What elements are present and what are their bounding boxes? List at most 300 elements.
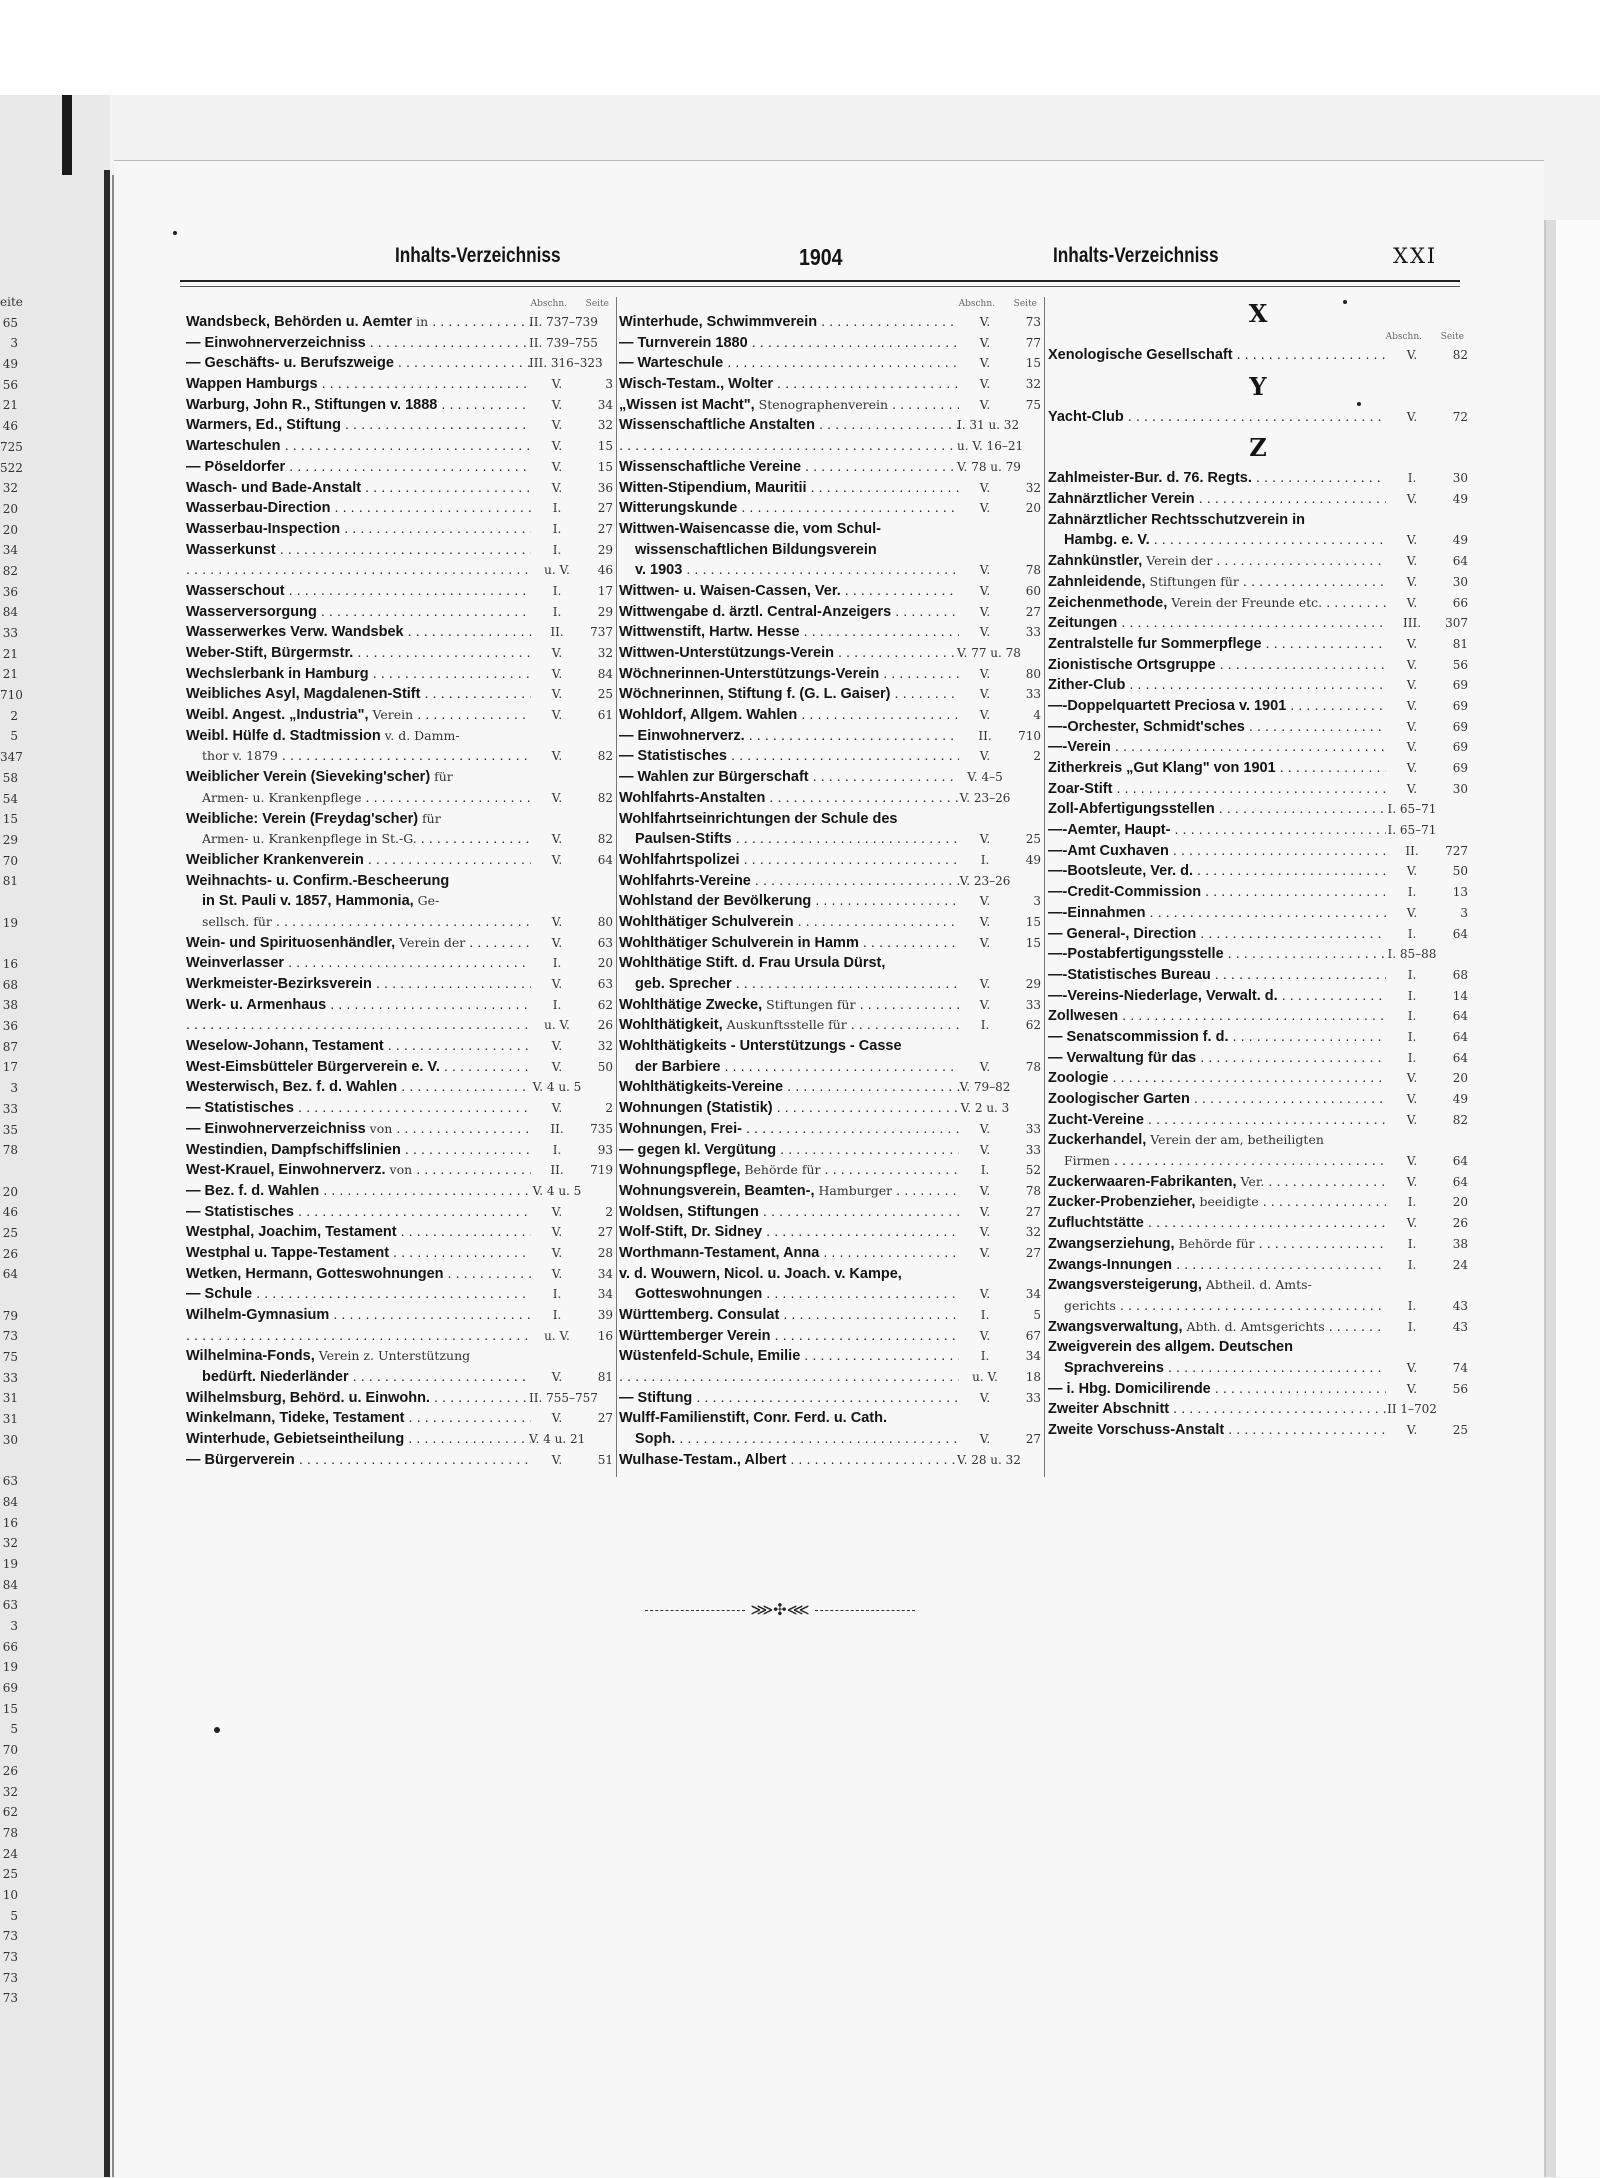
index-entry [186,353,613,374]
entry-title [619,871,959,892]
entry-abschnitt: V. [979,315,991,329]
entry-seite: 34 [597,1266,613,1281]
entry-seite: 43 [1452,1319,1468,1334]
entry-abschnitt: V. [551,666,563,681]
entry-name: — Schule [186,1286,253,1303]
entry-title [619,684,959,705]
entry-title [619,498,959,519]
entry-note: Stiftungen für [1145,573,1239,589]
entry-seite: 5 [1033,1308,1041,1322]
index-entry [619,1140,1041,1161]
entry-name: Wohnungen (Statistik) [619,1100,773,1117]
index-entry [186,1140,613,1161]
entry-seite: 27 [1025,604,1041,619]
index-entry [619,995,1041,1016]
entry-title [1048,820,1386,841]
entry-note: in [412,314,429,329]
index-entry [186,1015,613,1036]
entry-abschnitt: II. [550,625,564,640]
entry-title [1048,1337,1386,1358]
entry-seite: 52 [1025,1163,1041,1178]
entry-abschnitt: I. [1407,926,1417,941]
entry-abschnitt: V. [979,894,991,909]
entry-name: Zufluchtstätte [1048,1215,1144,1232]
entry-title [619,788,959,809]
entry-name: —-Aemter, Haupt- [1048,822,1171,839]
entry-name: Paulsen-Stifts [635,831,732,848]
entry-abschnitt: V. [551,832,563,847]
entry-title [619,1264,959,1285]
entry-name: Soph. [635,1431,676,1448]
entry-title [186,1160,531,1181]
index-entry [1048,510,1468,531]
entry-title [186,974,531,995]
entry-title [1048,468,1386,489]
index-entry [1048,820,1468,841]
index-entry [1048,1192,1468,1213]
index-entry [1048,1151,1468,1172]
index-entry [619,353,1041,374]
index-entry [1048,1420,1468,1441]
entry-title [1048,1275,1386,1296]
previous-page-number: 84 [2,1494,18,1509]
index-entry [619,1160,1041,1181]
entry-abschnitt: I. [1407,1236,1417,1251]
entry-seite: 60 [1025,583,1041,598]
previous-page-number: 69 [2,1681,18,1696]
entry-title [1048,613,1386,634]
entry-name: Westphal u. Tappe-Testament [186,1244,390,1261]
entry-seite: 64 [1452,1009,1468,1024]
column-divider [1044,297,1045,1477]
entry-name: Zentralstelle fur Sommerpflege [1048,635,1262,652]
entry-seite: 69 [1452,740,1468,755]
entry-name: Zahnleidende, [1048,573,1146,590]
entry-seite: 33 [1025,1121,1041,1136]
entry-title [186,933,531,954]
entry-title [186,1015,531,1036]
entry-title [619,1077,959,1098]
index-entry [186,705,613,726]
index-entry [1048,1068,1468,1089]
entry-name: Wissenschaftliche Anstalten [619,417,815,434]
entry-name: Winkelmann, Tideke, Testament [186,1410,405,1427]
index-entry [619,1367,1041,1388]
entry-abschnitt: V. [551,935,563,950]
entry-title [186,436,531,457]
entry-seite: 49 [1452,1092,1468,1106]
entry-seite: 73 [1025,315,1041,329]
entry-seite: 78 [1025,1059,1041,1074]
entry-note: Abth. d. Amtsgerichts [1182,1318,1325,1334]
entry-title [186,995,531,1016]
entry-title [619,622,959,643]
previous-page-number: 62 [2,1805,18,1820]
entry-seite: 82 [597,790,613,805]
entry-name: Zucker-Probenzieher, [1048,1194,1196,1211]
index-entry [1048,944,1468,965]
entry-seite: 20 [1452,1071,1468,1086]
previous-page-number [0,1285,18,1306]
previous-page-number: 87 [2,1039,18,1054]
previous-page-number: 19 [2,1556,18,1571]
previous-page-number: 73 [2,1929,18,1944]
index-entry [1048,1172,1468,1193]
index-entry [1048,1089,1468,1110]
entry-seite: 82 [597,749,613,764]
previous-page-number: 15 [2,1701,18,1716]
entry-seite: 50 [597,1059,613,1074]
entry-seite: 32 [597,418,613,433]
entry-title [186,1243,531,1264]
entry-abschnitt: V. [551,790,563,805]
entry-seite: 17 [597,583,613,598]
entry-seite: 20 [1452,1195,1468,1210]
entry-seite: 72 [1452,409,1468,424]
entry-abschnitt: I. [552,604,562,619]
entry-title [186,374,531,395]
entry-name: Zahnärztlicher Rechtsschutzverein in [1048,511,1306,528]
ornament-glyph: ⋙✣⋘ [750,1600,810,1619]
entry-title [186,560,531,581]
entry-title [1048,737,1386,758]
index-entry [619,829,1041,850]
entry-seite: 80 [1025,666,1041,681]
index-entry [619,333,1041,354]
end-ornament [630,1600,930,1620]
entry-seite: 64 [1452,1174,1468,1189]
entry-name: Zweiter Abschnitt [1048,1401,1170,1418]
entry-abschnitt: V. 78 u. 79 [957,459,1021,474]
previous-page-number: eite [0,295,23,309]
previous-page-number: 3 [10,1619,18,1633]
entry-abschnitt: V. [1406,698,1418,713]
index-entry [619,1388,1041,1409]
index-entry [619,684,1041,705]
entry-title [619,1181,959,1202]
section-letter: Y [1249,371,1267,401]
entry-title [635,829,959,850]
entry-name: wissenschaftlichen Bildungsverein [635,541,877,558]
index-entry [1048,1048,1468,1069]
entry-title [1048,1192,1386,1213]
column-header-seite: Seite [585,299,609,309]
entry-note: Behörde für [740,1162,821,1178]
index-entry [619,1264,1041,1285]
index-entry [1048,1234,1468,1255]
index-entry [619,1408,1041,1429]
previous-page-number: 78 [2,1143,18,1158]
entry-name: Wöchnerinnen, Stiftung f. (G. L. Gaiser) [619,686,891,703]
entry-seite: 80 [597,914,613,929]
entry-title [1048,345,1386,366]
entry-title [619,1243,959,1264]
entry-name: — Stiftung [619,1389,693,1406]
entry-name: Wein- und Spirituosenhändler, [186,934,396,951]
previous-page-number: 2 [10,708,18,723]
index-entry [1048,407,1468,428]
index-entry [1048,1110,1468,1131]
previous-page-number [0,892,18,913]
entry-name: Yacht-Club [1048,408,1124,425]
index-entry [1048,737,1468,758]
previous-page-number: 26 [2,1763,18,1778]
entry-abschnitt: I. 31 u. 32 [957,418,1020,433]
entry-note: Verein [368,707,414,723]
entry-name: Zoar-Stift [1048,780,1113,797]
entry-abschnitt: V. [1406,678,1418,693]
entry-title [619,643,959,664]
entry-abschnitt: V. [1406,719,1418,734]
index-entry [186,995,613,1016]
index-entry [1048,799,1468,820]
entry-name: Wohlthätige Zwecke, [619,996,763,1013]
entry-title [186,333,531,354]
previous-page-number: 75 [2,1350,18,1365]
previous-page-number: 38 [2,998,18,1013]
index-entry [1048,841,1468,862]
entry-title [1048,696,1386,717]
entry-seite: 29 [597,542,613,557]
previous-page-number: 19 [2,915,18,930]
entry-abschnitt: II. [978,728,992,743]
index-entry [186,664,613,685]
entry-abschnitt: V. [1406,1360,1418,1375]
entry-title [1048,1172,1386,1193]
entry-abschnitt: V. [979,1225,991,1240]
entry-name: — gegen kl. Vergütung [619,1141,777,1158]
previous-page-number: 56 [2,377,18,392]
entry-seite: 74 [1452,1360,1468,1375]
entry-seite: 28 [597,1245,613,1260]
entry-abschnitt: V. [551,1245,563,1260]
page-header [395,244,1445,274]
entry-seite: 30 [1452,574,1468,589]
entry-abschnitt: I. [980,1308,990,1322]
entry-abschnitt: V. [979,604,991,619]
entry-title [1048,1420,1386,1441]
entry-title [186,1222,531,1243]
entry-seite: 26 [597,1018,613,1033]
previous-page-number [0,1451,18,1472]
entry-abschnitt: u. V. 16–21 [957,439,1024,454]
previous-page-number: 32 [2,1536,18,1551]
entry-title [635,1429,959,1450]
entry-seite: 84 [597,666,613,681]
entry-abschnitt: V. [979,914,991,929]
entry-abschnitt: V. [979,377,991,392]
entry-title [186,395,531,416]
previous-page-number: 84 [2,1577,18,1592]
entry-abschnitt: V. [551,977,563,991]
entry-name: Wasserbau-Inspection [186,520,341,537]
index-entry [186,726,613,747]
entry-title [202,829,531,850]
entry-seite: 27 [597,1225,613,1240]
entry-note: Verein der am, betheiligten [1146,1132,1324,1148]
entry-note: Verein z. Unterstützung [314,1348,471,1364]
previous-page-number: 73 [2,1950,18,1964]
entry-title [186,1450,531,1471]
entry-seite: 62 [597,997,613,1012]
entry-abschnitt: V. [551,397,563,412]
index-entry [186,478,613,499]
entry-abschnitt: V. [1406,348,1418,362]
entry-abschnitt: V. [551,439,563,454]
entry-seite: 32 [597,1039,613,1054]
entry-abschnitt: V. [551,1411,563,1426]
entry-seite: 307 [1445,616,1468,631]
previous-page-number: 522 [0,460,23,475]
index-entry [186,746,613,767]
entry-abschnitt: I. [980,1018,990,1033]
entry-name: Weibl. Angest. „Industria", [186,707,369,724]
previous-page-number: 33 [2,1370,18,1385]
entry-abschnitt: u. V. [544,563,570,578]
index-entry [619,622,1041,643]
entry-name: Wasch- und Bade-Anstalt [186,479,362,496]
entry-title [186,953,531,974]
entry-abschnitt: I. [1407,1029,1417,1044]
previous-page-number: 20 [2,501,18,516]
entry-title [619,374,959,395]
entry-abschnitt: V. [1406,905,1418,920]
entry-title [619,1388,959,1409]
entry-seite: 51 [597,1452,613,1467]
entry-note: von [385,1162,413,1178]
entry-title [1048,758,1386,779]
index-entry [186,974,613,995]
entry-name: —-Verein [1048,739,1111,756]
previous-page-number: 25 [2,1225,18,1240]
entry-name: Wasserkunst [186,541,276,558]
entry-seite: 56 [1452,1381,1468,1396]
entry-abschnitt: V. [551,1204,563,1219]
index-entry [619,1243,1041,1264]
entry-title [619,415,959,436]
entry-seite: 50 [1452,864,1468,879]
previous-page-number: 64 [2,1267,18,1282]
index-entry [1048,1337,1468,1358]
index-entry [186,1326,613,1347]
entry-seite: 77 [1025,335,1041,350]
previous-page-number: 84 [2,605,18,620]
entry-title [619,746,959,767]
index-entry [619,415,1041,436]
index-entry [619,809,1041,830]
index-column-2 [619,297,1041,1471]
entry-abschnitt: V. [979,625,991,640]
entry-note: Abtheil. d. Amts- [1201,1277,1312,1293]
entry-name: Winterhude, Schwimmverein [619,314,818,330]
index-entry [619,726,1041,747]
page-number: XXI [1393,244,1438,268]
entry-seite: 29 [597,604,613,619]
index-entry [619,498,1041,519]
entry-abschnitt: V. [979,977,991,991]
entry-name: —-Statistisches Bureau [1048,966,1211,983]
entry-seite: 27 [597,501,613,516]
entry-name: Wohnungen, Frei- [619,1120,742,1137]
index-entry [186,540,613,561]
entry-abschnitt: V. [551,1225,563,1240]
entry-title [186,726,531,747]
index-entry [619,602,1041,623]
entry-seite: 36 [597,480,613,495]
previous-page-number: 19 [2,1660,18,1675]
index-entry [619,1429,1041,1450]
entry-name: Warmers, Ed., Stiftung [186,417,341,434]
entry-name: Wohnungspflege, [619,1162,741,1179]
entry-title [619,519,959,540]
entry-abschnitt: I. 65–71 [1387,823,1437,838]
entry-title [186,415,531,436]
entry-seite: 82 [1452,1112,1468,1127]
entry-title [1048,407,1386,428]
entry-abschnitt: II. [1405,843,1419,858]
index-entry [1048,861,1468,882]
entry-title [1048,675,1386,696]
index-entry [619,1015,1041,1036]
entry-seite: 81 [1452,636,1468,651]
entry-name: Wandsbeck, Behörden u. Aemter [186,314,413,330]
entry-name: Wittwen-Unterstützungs-Verein [619,645,834,661]
index-entry [1048,530,1468,551]
entry-title [619,1119,959,1140]
index-entry [1048,1358,1468,1379]
index-entry [186,519,613,540]
entry-title [619,1140,959,1161]
entry-abschnitt: V. [1406,1112,1418,1127]
previous-page-number: 710 [0,688,23,703]
previous-page-number: 33 [2,626,18,640]
entry-name: — i. Hbg. Domicilirende [1048,1380,1211,1397]
entry-title [1048,1255,1386,1276]
entry-seite: 27 [597,521,613,536]
index-entry [1048,717,1468,738]
entry-name: Warteschulen [186,438,281,455]
index-entry [619,850,1041,871]
entry-title [619,436,959,457]
entry-title [186,353,531,374]
column-header-abschnitt: Abschn. [530,299,567,309]
entry-abschnitt: u. V. [544,1018,570,1033]
entry-abschnitt: V. [1406,409,1418,424]
entry-name: — Turnverein 1880 [619,334,748,351]
entry-note: Hamburger [814,1182,893,1198]
entry-title [619,891,959,912]
entry-name: Xenologische Gesellschaft [1048,347,1233,363]
entry-seite: 20 [597,956,613,971]
entry-name: Woldsen, Stiftungen [619,1203,759,1220]
entry-seite: 3 [1033,894,1041,909]
index-entry [186,374,613,395]
entry-name: Weibliches Asyl, Magdalenen-Stift [186,686,421,703]
entry-abschnitt: V. [1406,595,1418,610]
entry-title [186,1429,531,1450]
entry-title [619,1326,959,1347]
entry-abschnitt: V. [979,1142,991,1157]
index-entry [1048,1317,1468,1338]
entry-title [619,953,959,974]
previous-page-number: 26 [2,1246,18,1261]
entry-seite: 56 [1452,657,1468,672]
entry-seite: 719 [590,1163,613,1178]
entry-name: — Bez. f. d. Wahlen [186,1182,320,1199]
index-entry [619,560,1041,581]
entry-title [619,850,959,871]
entry-abschnitt: I. [552,997,562,1012]
